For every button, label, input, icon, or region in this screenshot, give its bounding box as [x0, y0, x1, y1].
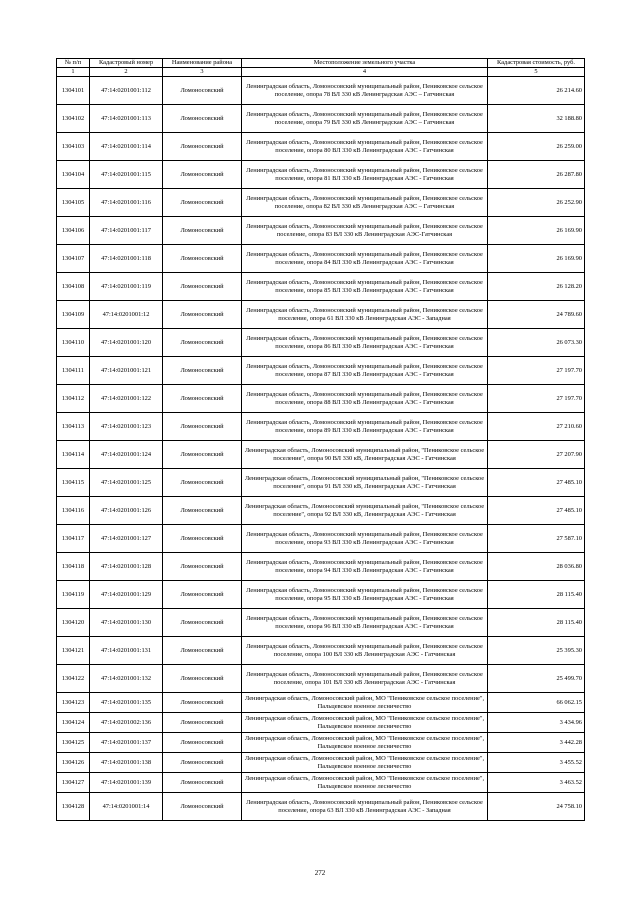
district-name: Ломоносовский: [163, 385, 242, 413]
cadastral-value-table: [56, 58, 585, 821]
table-body: [57, 77, 585, 821]
table-row: [57, 733, 585, 753]
header-cadastral-number: Кадастровый номер: [90, 59, 163, 68]
column-number: 3: [163, 68, 242, 77]
cadastral-value: 3 442.28: [488, 733, 585, 753]
cadastral-number: 47:14:0201001:125: [90, 469, 163, 497]
header-location: Местоположение земельного участка: [242, 59, 488, 68]
table-row: [57, 553, 585, 581]
location-text: Ленинградская область, Ломоносовский муниципальный район, Пениковское сельское поселение, опора 85 ВЛ 330 кВ Ленинградская АЭС - Гатчинская: [242, 273, 488, 301]
cadastral-number: 47:14:0201001:137: [90, 733, 163, 753]
location-text: Ленинградская область, Ломоносовский муниципальный район, Пениковское сельское поселение, опора 82 ВЛ 330 кВ Ленинградская АЭС – Гатчинская: [242, 189, 488, 217]
cadastral-number: 47:14:0201001:112: [90, 77, 163, 105]
district-name: Ломоносовский: [163, 189, 242, 217]
row-number: 1304116: [57, 497, 90, 525]
location-text: Ленинградская область, Ломоносовский муниципальный район, "Пениковское сельское поселение", опора 91 ВЛ 330 кВ, Ленинградская АЭС - Гатчинская: [242, 469, 488, 497]
cadastral-value: 27 485.10: [488, 497, 585, 525]
table-row: [57, 217, 585, 245]
row-number: 1304122: [57, 665, 90, 693]
district-name: Ломоносовский: [163, 553, 242, 581]
location-text: Ленинградская область, Ломоносовский муниципальный район, Пениковское сельское поселение, опора 86 ВЛ 330 кВ Ленинградская АЭС - Гатчинская: [242, 329, 488, 357]
district-name: Ломоносовский: [163, 413, 242, 441]
row-number: 1304103: [57, 133, 90, 161]
location-text: Ленинградская область, Ломоносовский муниципальный район, Пениковское сельское поселение, опора 78 ВЛ 330 кВ Ленинградская АЭС – Гатчинская: [242, 77, 488, 105]
page-number: 272: [314, 869, 326, 877]
cadastral-value: 26 214.60: [488, 77, 585, 105]
cadastral-number: 47:14:0201001:114: [90, 133, 163, 161]
location-text: Ленинградская область, Ломоносовский муниципальный район, Пениковское сельское поселение, опора 63 ВЛ 330 кВ Ленинградская АЭС - Западная: [242, 793, 488, 821]
table-row: [57, 105, 585, 133]
cadastral-value: 66 062.15: [488, 693, 585, 713]
location-text: Ленинградская область, Ломоносовский район, МО "Пениковское сельское поселение", Пальцевское военное лесничество: [242, 713, 488, 733]
cadastral-number: 47:14:0201001:113: [90, 105, 163, 133]
cadastral-value: 27 485.10: [488, 469, 585, 497]
cadastral-number: 47:14:0201001:127: [90, 525, 163, 553]
table-row: [57, 581, 585, 609]
cadastral-value: 26 169.90: [488, 245, 585, 273]
row-number: 1304121: [57, 637, 90, 665]
column-number: 2: [90, 68, 163, 77]
row-number: 1304117: [57, 525, 90, 553]
cadastral-value: 26 128.20: [488, 273, 585, 301]
row-number: 1304102: [57, 105, 90, 133]
cadastral-number: 47:14:0201001:138: [90, 753, 163, 773]
row-number: 1304118: [57, 553, 90, 581]
row-number: 1304110: [57, 329, 90, 357]
cadastral-value: 27 210.60: [488, 413, 585, 441]
row-number: 1304101: [57, 77, 90, 105]
location-text: Ленинградская область, Ломоносовский муниципальный район, Пениковское сельское поселение, опора 87 ВЛ 330 кВ Ленинградская АЭС - Гатчинская: [242, 357, 488, 385]
column-number: 1: [57, 68, 90, 77]
row-number: 1304114: [57, 441, 90, 469]
cadastral-value: 32 188.80: [488, 105, 585, 133]
row-number: 1304113: [57, 413, 90, 441]
district-name: Ломоносовский: [163, 273, 242, 301]
table-row: [57, 189, 585, 217]
table-row: [57, 357, 585, 385]
cadastral-value: 25 499.70: [488, 665, 585, 693]
table-row: [57, 469, 585, 497]
location-text: Ленинградская область, Ломоносовский район, МО "Пениковское сельское поселение", Пальцевское военное лесничество: [242, 773, 488, 793]
row-number: 1304104: [57, 161, 90, 189]
location-text: Ленинградская область, Ломоносовский муниципальный район, Пениковское сельское поселение, опора 100 ВЛ 330 кВ Ленинградская АЭС - Гатчинская: [242, 637, 488, 665]
table-row: [57, 497, 585, 525]
row-number: 1304115: [57, 469, 90, 497]
table-row: [57, 713, 585, 733]
row-number: 1304106: [57, 217, 90, 245]
row-number: 1304127: [57, 773, 90, 793]
location-text: Ленинградская область, Ломоносовский муниципальный район, Пениковское сельское поселение, опора 101 ВЛ 330 кВ Ленинградская АЭС - Гатчинская: [242, 665, 488, 693]
cadastral-number: 47:14:0201001:12: [90, 301, 163, 329]
table-row: [57, 793, 585, 821]
cadastral-number: 47:14:0201001:135: [90, 693, 163, 713]
header-cadastral-value: Кадастровая стоимость, руб.: [488, 59, 585, 68]
cadastral-number: 47:14:0201001:122: [90, 385, 163, 413]
location-text: Ленинградская область, Ломоносовский муниципальный район, Пениковское сельское поселение, опора 83 ВЛ 330 кВ Ленинградская АЭС-Гатчинская: [242, 217, 488, 245]
cadastral-value: 26 169.90: [488, 217, 585, 245]
header-row: [57, 59, 585, 68]
district-name: Ломоносовский: [163, 105, 242, 133]
location-text: Ленинградская область, Ломоносовский муниципальный район, Пениковское сельское поселение, опора 95 ВЛ 330 кВ Ленинградская АЭС - Гатчинская: [242, 581, 488, 609]
cadastral-number: 47:14:0201001:123: [90, 413, 163, 441]
table-row: [57, 665, 585, 693]
row-number: 1304123: [57, 693, 90, 713]
cadastral-value: 25 395.30: [488, 637, 585, 665]
column-number: 4: [242, 68, 488, 77]
cadastral-value: 28 115.40: [488, 609, 585, 637]
cadastral-value: 3 434.96: [488, 713, 585, 733]
cadastral-value: 26 073.30: [488, 329, 585, 357]
location-text: Ленинградская область, Ломоносовский муниципальный район, Пениковское сельское поселение, опора 88 ВЛ 330 кВ Ленинградская АЭС - Гатчинская: [242, 385, 488, 413]
district-name: Ломоносовский: [163, 441, 242, 469]
location-text: Ленинградская область, Ломоносовский муниципальный район, Пениковское сельское поселение, опора 61 ВЛ 330 кВ Ленинградская АЭС - Западная: [242, 301, 488, 329]
district-name: Ломоносовский: [163, 357, 242, 385]
table-row: [57, 609, 585, 637]
cadastral-value: 24 789.60: [488, 301, 585, 329]
row-number: 1304126: [57, 753, 90, 773]
location-text: Ленинградская область, Ломоносовский муниципальный район, Пениковское сельское поселение, опора 81 ВЛ 330 кВ Ленинградская АЭС - Гатчинская: [242, 161, 488, 189]
district-name: Ломоносовский: [163, 733, 242, 753]
district-name: Ломоносовский: [163, 609, 242, 637]
district-name: Ломоносовский: [163, 773, 242, 793]
cadastral-number: 47:14:0201001:139: [90, 773, 163, 793]
row-number: 1304120: [57, 609, 90, 637]
table-row: [57, 637, 585, 665]
district-name: Ломоносовский: [163, 329, 242, 357]
district-name: Ломоносовский: [163, 161, 242, 189]
cadastral-number: 47:14:0201001:131: [90, 637, 163, 665]
cadastral-value: 3 463.52: [488, 773, 585, 793]
district-name: Ломоносовский: [163, 497, 242, 525]
cadastral-value: 3 455.52: [488, 753, 585, 773]
location-text: Ленинградская область, Ломоносовский муниципальный район, Пениковское сельское поселение, опора 94 ВЛ 330 кВ Ленинградская АЭС - Гатчинская: [242, 553, 488, 581]
cadastral-number: 47:14:0201001:121: [90, 357, 163, 385]
cadastral-value: 27 197.70: [488, 357, 585, 385]
table-row: [57, 773, 585, 793]
location-text: Ленинградская область, Ломоносовский муниципальный район, "Пениковское сельское поселение", опора 92 ВЛ 330 кВ, Ленинградская АЭС - Гатчинская: [242, 497, 488, 525]
row-number: 1304107: [57, 245, 90, 273]
cadastral-number: 47:14:0201001:118: [90, 245, 163, 273]
district-name: Ломоносовский: [163, 133, 242, 161]
row-number: 1304124: [57, 713, 90, 733]
row-number: 1304109: [57, 301, 90, 329]
district-name: Ломоносовский: [163, 581, 242, 609]
cadastral-number: 47:14:0201002:136: [90, 713, 163, 733]
district-name: Ломоносовский: [163, 637, 242, 665]
cadastral-number: 47:14:0201001:14: [90, 793, 163, 821]
table-row: [57, 385, 585, 413]
district-name: Ломоносовский: [163, 245, 242, 273]
district-name: Ломоносовский: [163, 77, 242, 105]
district-name: Ломоносовский: [163, 301, 242, 329]
table-row: [57, 525, 585, 553]
district-name: Ломоносовский: [163, 217, 242, 245]
cadastral-number: 47:14:0201001:115: [90, 161, 163, 189]
row-number: 1304128: [57, 793, 90, 821]
location-text: Ленинградская область, Ломоносовский муниципальный район, Пениковское сельское поселение, опора 84 ВЛ 330 кВ Ленинградская АЭС - Гатчинская: [242, 245, 488, 273]
location-text: Ленинградская область, Ломоносовский муниципальный район, Пениковское сельское поселение, опора 93 ВЛ 330 кВ Ленинградская АЭС - Гатчинская: [242, 525, 488, 553]
district-name: Ломоносовский: [163, 525, 242, 553]
table-row: [57, 133, 585, 161]
cadastral-value: 26 259.00: [488, 133, 585, 161]
location-text: Ленинградская область, Ломоносовский район, МО "Пениковское сельское поселение", Пальцевское военное лесничество: [242, 733, 488, 753]
cadastral-value: 24 758.10: [488, 793, 585, 821]
row-number: 1304119: [57, 581, 90, 609]
table-row: [57, 693, 585, 713]
header-num: № п/п: [57, 59, 90, 68]
column-number-row: [57, 68, 585, 77]
location-text: Ленинградская область, Ломоносовский район, МО "Пениковское сельское поселение", Пальцевское военное лесничество: [242, 693, 488, 713]
cadastral-value: 28 036.80: [488, 553, 585, 581]
district-name: Ломоносовский: [163, 713, 242, 733]
cadastral-number: 47:14:0201001:132: [90, 665, 163, 693]
cadastral-number: 47:14:0201001:117: [90, 217, 163, 245]
cadastral-value: 26 287.80: [488, 161, 585, 189]
header-district: Наименование района: [163, 59, 242, 68]
row-number: 1304108: [57, 273, 90, 301]
table-row: [57, 301, 585, 329]
cadastral-number: 47:14:0201001:119: [90, 273, 163, 301]
cadastral-number: 47:14:0201001:116: [90, 189, 163, 217]
table-row: [57, 753, 585, 773]
row-number: 1304111: [57, 357, 90, 385]
cadastral-value: 27 207.90: [488, 441, 585, 469]
table-row: [57, 77, 585, 105]
location-text: Ленинградская область, Ломоносовский муниципальный район, Пениковское сельское поселение, опора 79 ВЛ 330 кВ Ленинградская АЭС – Гатчинская: [242, 105, 488, 133]
cadastral-number: 47:14:0201001:129: [90, 581, 163, 609]
district-name: Ломоносовский: [163, 693, 242, 713]
table-row: [57, 329, 585, 357]
location-text: Ленинградская область, Ломоносовский район, МО "Пениковское сельское поселение", Пальцевское военное лесничество: [242, 753, 488, 773]
location-text: Ленинградская область, Ломоносовский муниципальный район, Пениковское сельское поселение, опора 96 ВЛ 330 кВ Ленинградская АЭС - Гатчинская: [242, 609, 488, 637]
district-name: Ломоносовский: [163, 753, 242, 773]
cadastral-value: 28 115.40: [488, 581, 585, 609]
district-name: Ломоносовский: [163, 665, 242, 693]
cadastral-number: 47:14:0201001:120: [90, 329, 163, 357]
cadastral-number: 47:14:0201001:124: [90, 441, 163, 469]
cadastral-value: 27 587.10: [488, 525, 585, 553]
table-row: [57, 161, 585, 189]
location-text: Ленинградская область, Ломоносовский муниципальный район, Пениковское сельское поселение, опора 80 ВЛ 330 кВ Ленинградская АЭС - Гатчинская: [242, 133, 488, 161]
table-row: [57, 273, 585, 301]
cadastral-number: 47:14:0201001:128: [90, 553, 163, 581]
cadastral-value: 26 252.90: [488, 189, 585, 217]
location-text: Ленинградская область, Ломоносовский муниципальный район, Пениковское сельское поселение, опора 89 ВЛ 330 кВ Ленинградская АЭС - Гатчинская: [242, 413, 488, 441]
table-row: [57, 245, 585, 273]
district-name: Ломоносовский: [163, 793, 242, 821]
location-text: Ленинградская область, Ломоносовский муниципальный район, "Пениковское сельское поселение", опора 90 ВЛ 330 кВ, Ленинградская АЭС - Гатчинская: [242, 441, 488, 469]
table-row: [57, 441, 585, 469]
row-number: 1304112: [57, 385, 90, 413]
row-number: 1304105: [57, 189, 90, 217]
row-number: 1304125: [57, 733, 90, 753]
cadastral-number: 47:14:0201001:126: [90, 497, 163, 525]
cadastral-number: 47:14:0201001:130: [90, 609, 163, 637]
district-name: Ломоносовский: [163, 469, 242, 497]
table-row: [57, 413, 585, 441]
column-number: 5: [488, 68, 585, 77]
cadastral-value: 27 197.70: [488, 385, 585, 413]
